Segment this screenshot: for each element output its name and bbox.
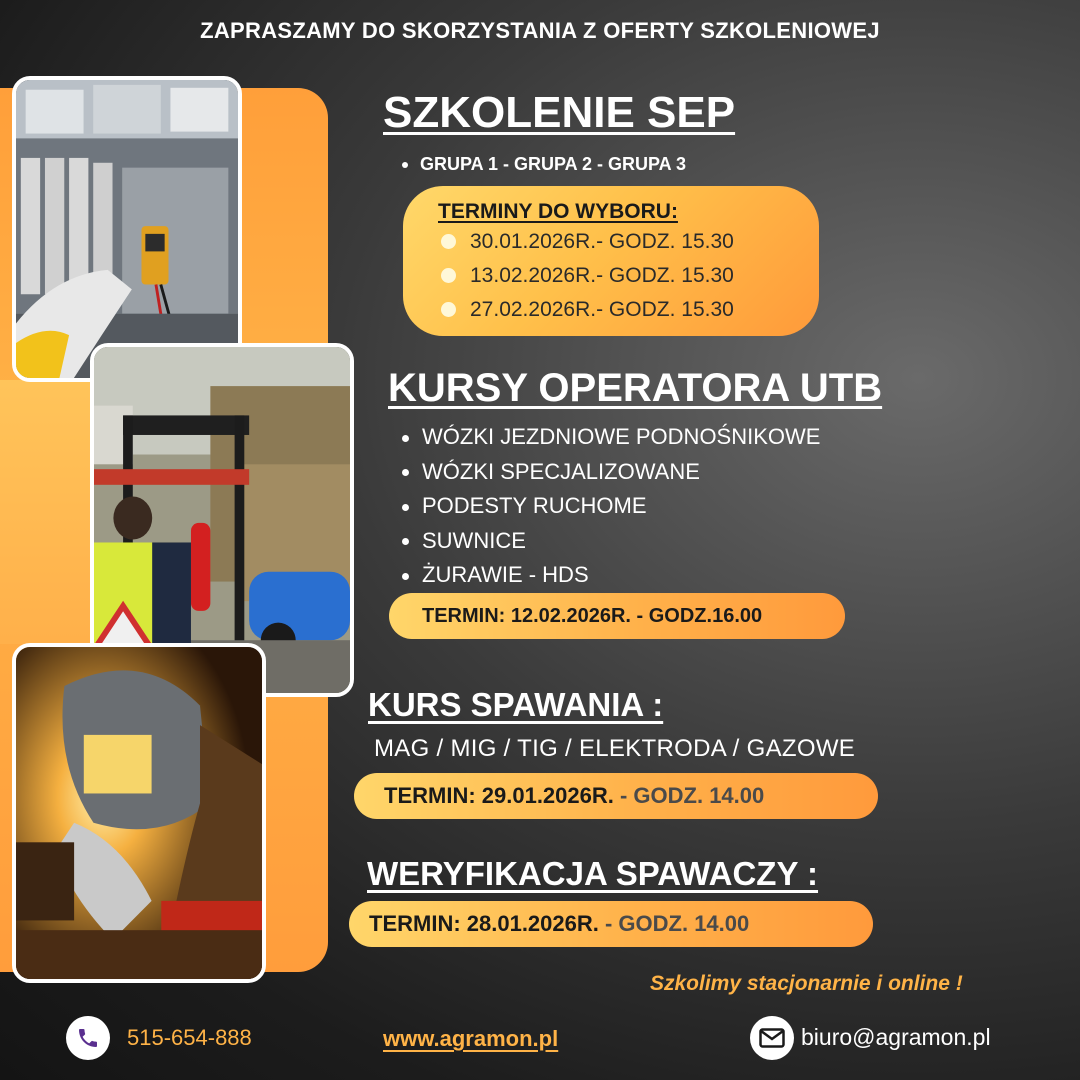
list-item bbox=[402, 455, 820, 490]
utb-title: KURSY OPERATORA UTB bbox=[388, 366, 883, 410]
sep-term-text: 30.01.2026R.- GODZ. 15.30 bbox=[470, 230, 734, 253]
sep-term-item bbox=[441, 230, 734, 254]
weryfikacja-term-time: - GODZ. 14.00 bbox=[598, 911, 750, 936]
spawanie-methods: MAG / MIG / TIG / ELEKTRODA / GAZOWE bbox=[374, 735, 856, 762]
list-item bbox=[402, 558, 820, 593]
bullet-icon bbox=[441, 234, 456, 249]
sep-terms-heading: TERMINY DO WYBORU: bbox=[438, 200, 678, 223]
list-item-text: PODESTY RUCHOME bbox=[422, 493, 647, 518]
bullet-icon bbox=[402, 504, 409, 511]
list-item-text: SUWNICE bbox=[422, 527, 526, 553]
spawanie-title: KURS SPAWANIA : bbox=[368, 686, 664, 723]
photo-electrical-panel bbox=[12, 76, 242, 382]
sep-term-text: 27.02.2026R.- GODZ. 15.30 bbox=[470, 298, 734, 321]
envelope-icon[interactable] bbox=[750, 1016, 794, 1060]
website-link[interactable]: www.agramon.pl bbox=[383, 1026, 559, 1051]
sep-term-item bbox=[441, 298, 734, 322]
tagline: Szkolimy stacjonarnie i online ! bbox=[650, 972, 963, 995]
bullet-icon bbox=[402, 469, 409, 476]
page-header: ZAPRASZAMY DO SKORZYSTANIA Z OFERTY SZKOLENIOWEJ bbox=[200, 18, 880, 43]
sep-term-text: 13.02.2026R.- GODZ. 15.30 bbox=[470, 264, 734, 287]
sep-terms-box bbox=[403, 186, 819, 336]
utb-term-pill: TERMIN: 12.02.2026R. - GODZ.16.00 bbox=[389, 593, 845, 639]
weryfikacja-term-pill bbox=[349, 901, 873, 947]
list-item-text: WÓZKI SPECJALIZOWANE bbox=[422, 458, 700, 484]
sep-title: SZKOLENIE SEP bbox=[383, 88, 736, 137]
list-item bbox=[402, 524, 820, 559]
phone-icon[interactable] bbox=[66, 1016, 110, 1060]
sep-term-item bbox=[441, 264, 734, 288]
weryfikacja-term-date: TERMIN: 28.01.2026R. bbox=[369, 911, 599, 936]
list-item bbox=[402, 489, 820, 524]
spawanie-term-date: TERMIN: 29.01.2026R. bbox=[384, 783, 614, 808]
bullet-icon bbox=[402, 573, 409, 580]
bullet-icon bbox=[441, 268, 456, 283]
utb-list bbox=[402, 420, 820, 593]
photo-welder bbox=[12, 643, 266, 983]
list-item-text: WÓZKI JEZDNIOWE PODNOŚNIKOWE bbox=[422, 424, 821, 449]
email-address[interactable]: biuro@agramon.pl bbox=[801, 1024, 991, 1050]
phone-number[interactable]: 515-654-888 bbox=[127, 1025, 252, 1050]
bullet-icon bbox=[402, 162, 408, 168]
sep-groups-text: GRUPA 1 - GRUPA 2 - GRUPA 3 bbox=[420, 154, 687, 174]
spawanie-term-pill bbox=[354, 773, 878, 819]
bullet-icon bbox=[402, 435, 409, 442]
list-item-text: ŻURAWIE - HDS bbox=[422, 562, 589, 587]
orange-backdrop-strip bbox=[0, 380, 92, 644]
sep-groups bbox=[402, 154, 686, 175]
weryfikacja-title: WERYFIKACJA SPAWACZY : bbox=[367, 855, 819, 892]
bullet-icon bbox=[402, 538, 409, 545]
spawanie-term-time: - GODZ. 14.00 bbox=[613, 783, 765, 808]
list-item bbox=[402, 420, 820, 455]
bullet-icon bbox=[441, 302, 456, 317]
